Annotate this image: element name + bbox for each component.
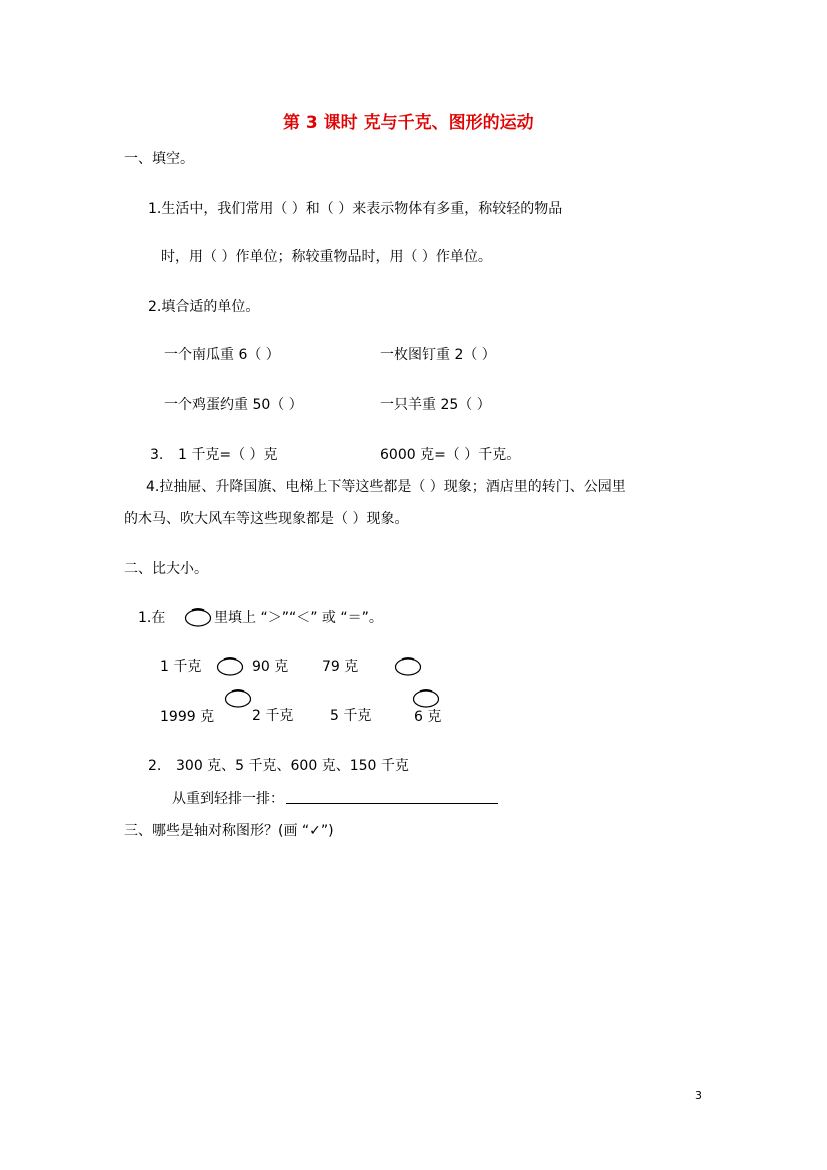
order-q2-number: 2. bbox=[148, 758, 162, 774]
compare-3-oval-icon bbox=[224, 688, 252, 708]
order-q2-items: 300 克、5 千克、600 克、150 千克 bbox=[176, 758, 409, 774]
fill-q4-line2: 的木马、吹大风车等这些现象都是（ ）现象。 bbox=[124, 511, 409, 527]
section2-heading: 二、比大小。 bbox=[124, 561, 208, 577]
fill-q2-sheep: 一只羊重 25（ ） bbox=[380, 397, 491, 413]
compare-1-right: 90 克 bbox=[252, 659, 289, 675]
fill-q3-g-to-kg: 6000 克=（ ）千克。 bbox=[380, 447, 521, 463]
fill-q2-pumpkin: 一个南瓜重 6（ ） bbox=[164, 347, 280, 363]
compare-1-oval-icon bbox=[216, 656, 244, 676]
page-title: 第 3 课时 克与千克、图形的运动 bbox=[283, 113, 534, 133]
fill-q1-line2: 时，用（ ）作单位；称较重物品时，用（ ）作单位。 bbox=[161, 249, 492, 265]
section1-heading: 一、填空。 bbox=[124, 151, 194, 167]
fill-q2-pin: 一枚图钉重 2（ ） bbox=[380, 347, 496, 363]
compare-4-left: 5 千克 bbox=[330, 708, 372, 724]
compare-4-right: 6 克 bbox=[414, 709, 442, 725]
fill-q1-line1: 1.生活中，我们常用（ ）和（ ）来表示物体有多重，称较轻的物品 bbox=[148, 201, 563, 217]
compare-4-oval-icon bbox=[412, 688, 440, 708]
compare-2-left: 79 克 bbox=[322, 659, 359, 675]
fill-q2-heading: 2.填合适的单位。 bbox=[148, 299, 260, 315]
section3-heading: 三、哪些是轴对称图形？(画 “✓”) bbox=[124, 823, 334, 839]
order-answer-line bbox=[286, 803, 498, 804]
fill-q4-line1: 4.拉抽屉、升降国旗、电梯上下等这些都是（ ）现象；酒店里的转门、公园里 bbox=[146, 479, 626, 495]
compare-q1-suffix: 里填上 “＞”“＜” 或 “＝”。 bbox=[214, 610, 383, 626]
compare-oval-icon bbox=[184, 607, 212, 627]
fill-q2-egg: 一个鸡蛋约重 50（ ） bbox=[164, 397, 303, 413]
fill-q3-kg-to-g: 1 千克=（ ）克 bbox=[178, 447, 278, 463]
order-q2-prompt: 从重到轻排一排： bbox=[172, 791, 284, 807]
page-number: 3 bbox=[695, 1089, 702, 1102]
fill-q3-number: 3. bbox=[150, 447, 164, 463]
compare-3-right: 2 千克 bbox=[252, 708, 294, 724]
compare-1-left: 1 千克 bbox=[160, 659, 202, 675]
compare-3-left: 1999 克 bbox=[160, 709, 215, 725]
compare-2-oval-icon bbox=[394, 656, 422, 676]
compare-q1-prefix: 1.在 bbox=[138, 610, 166, 626]
